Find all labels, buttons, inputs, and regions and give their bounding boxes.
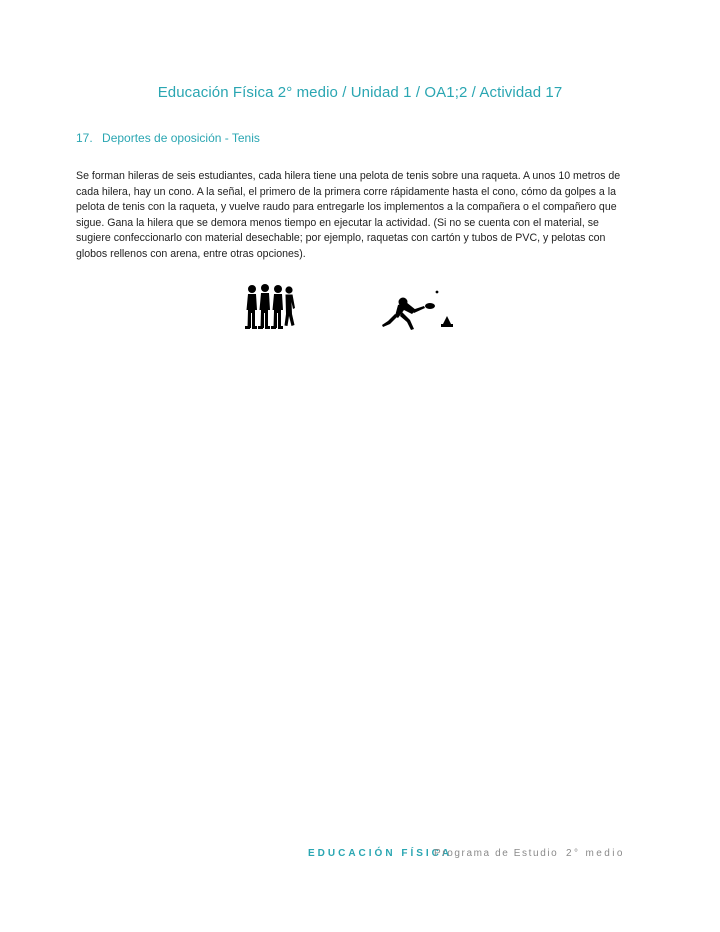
student-with-racket-and-cone-silhouette bbox=[382, 291, 453, 330]
illustration-svg bbox=[232, 280, 472, 340]
activity-illustration bbox=[232, 280, 472, 340]
footer-subject: EDUCACIÓN FÍSICA bbox=[308, 848, 453, 859]
activity-description: Se forman hileras de seis estudiantes, cada hilera tiene una pelota de tenis sobre una raqueta. A unos 10 metros de cada hilera, hay un cono. A la señal, el primero de la primera corre rápidamente hasta el cono, cómo da golpes a la pelota de tenis con la raqueta, y vuelve raudo para entregarle los implementos a la compañera o el compañero que sigue. Gana la hilera que se demora menos tiempo en ejecutar la actividad. (Si no se cuenta con el material, se sugiere confeccionarlo con material desechable; por ejemplo, raquetas con cartón y tubos de PVC, y pelotas con globos rellenos con arena, entre otras opciones). bbox=[76, 170, 621, 260]
line-of-students-silhouette bbox=[245, 284, 295, 329]
section-number: 17. bbox=[76, 131, 93, 145]
section-heading-text: Deportes de oposición - Tenis bbox=[102, 131, 260, 145]
section-heading bbox=[76, 131, 260, 145]
page-title: Educación Física 2° medio / Unidad 1 / OA1;2 / Actividad 17 bbox=[157, 84, 563, 101]
footer-level: 2° medio bbox=[566, 848, 625, 859]
footer-program: Programa de Estudio bbox=[434, 848, 559, 859]
